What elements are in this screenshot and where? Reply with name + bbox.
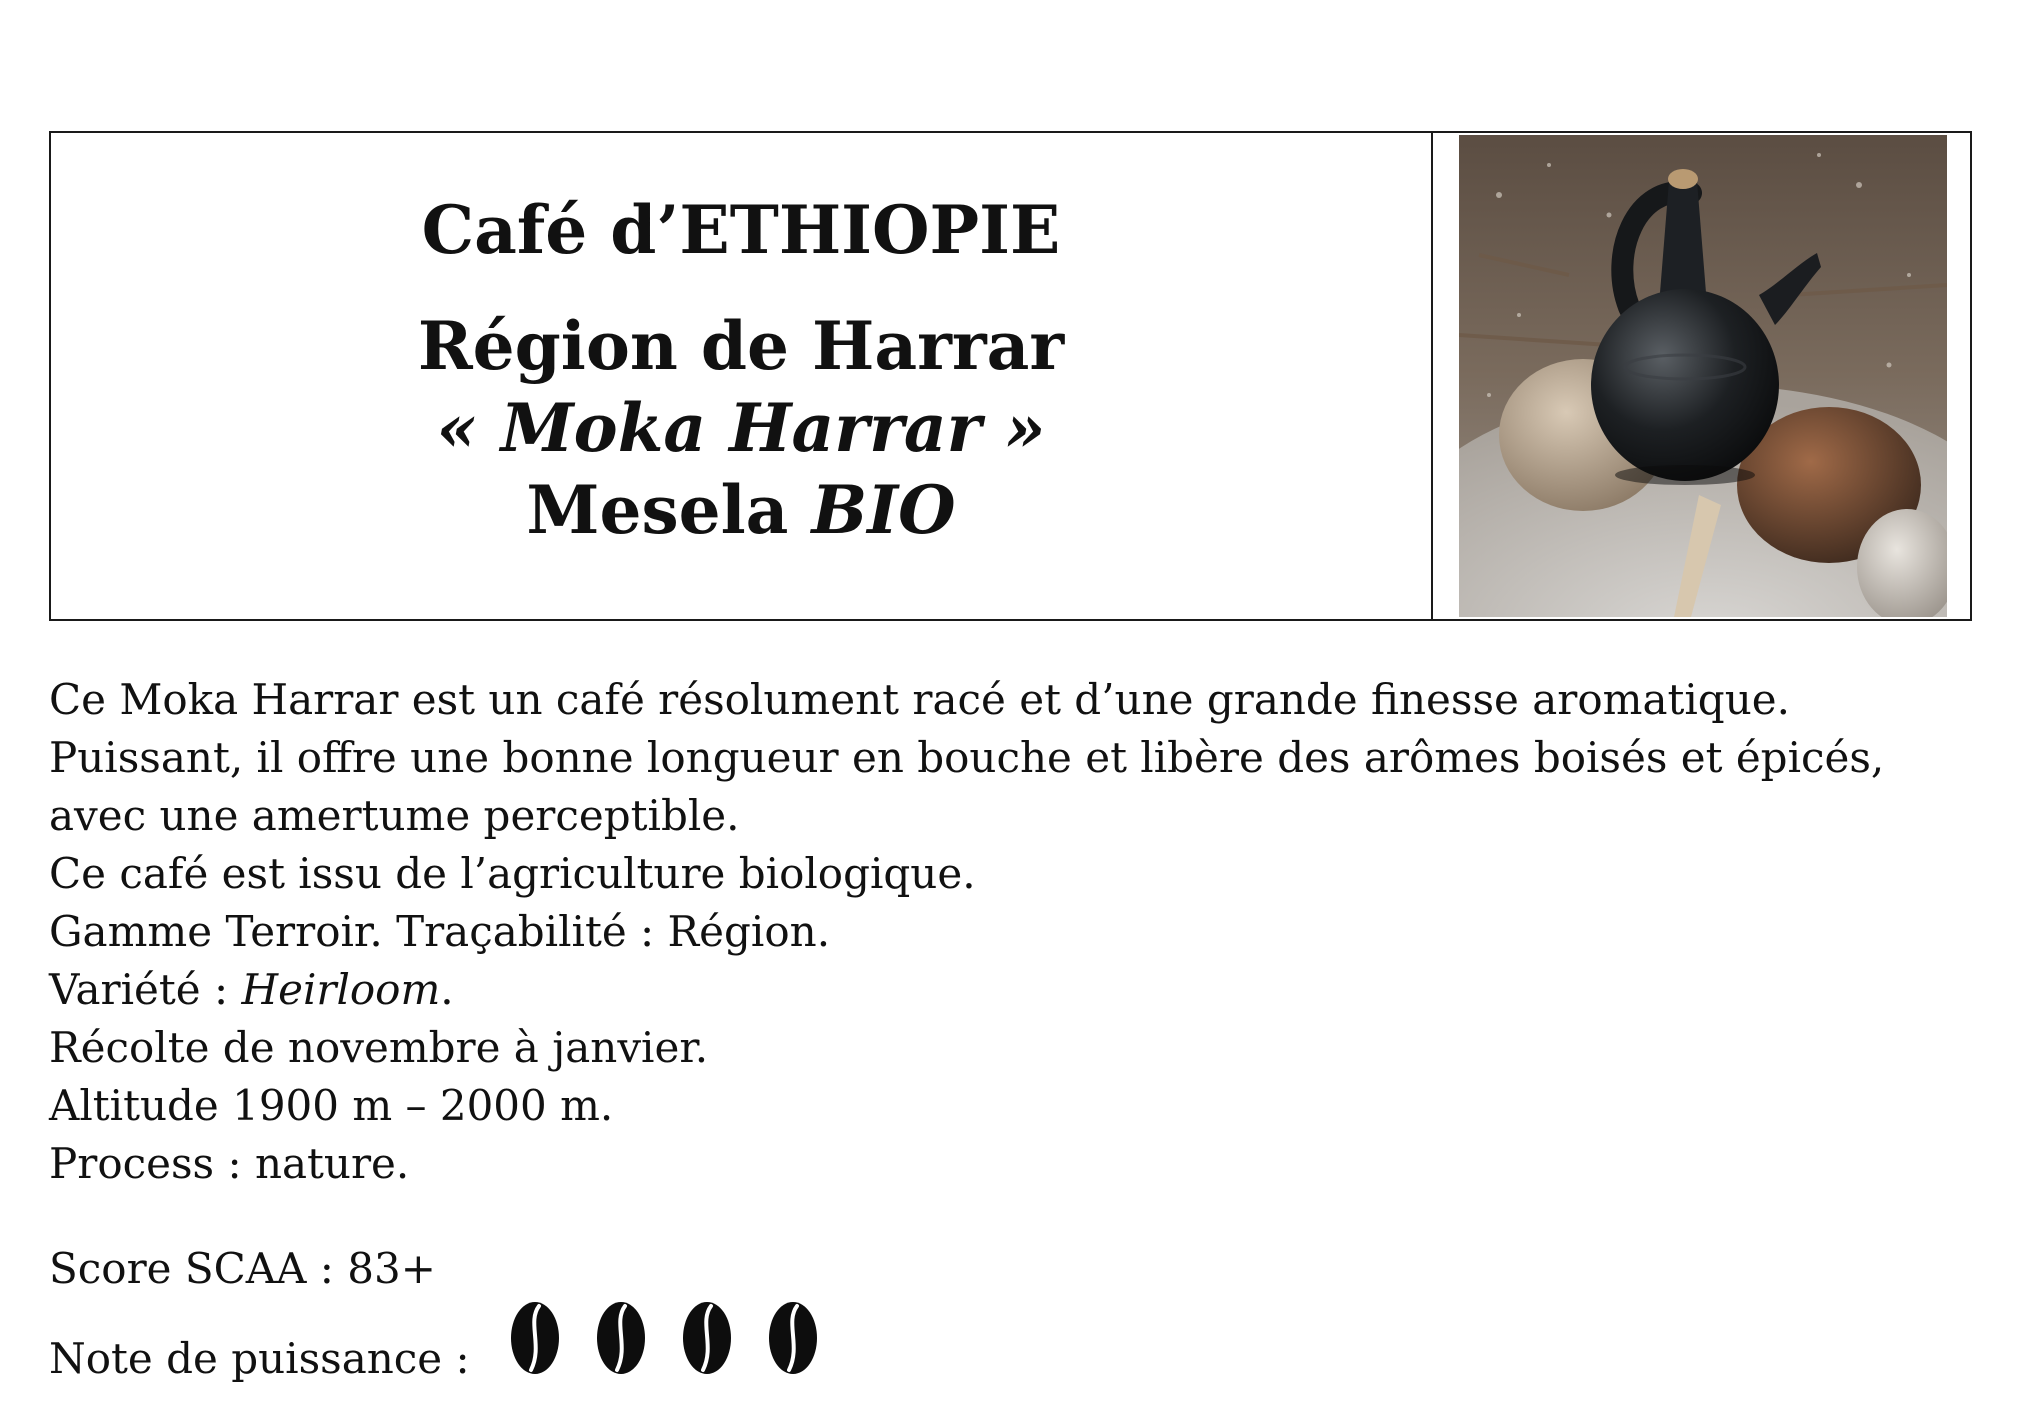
header-box: [49, 131, 1972, 621]
description-line: Ce Moka Harrar est un café résolument racé et d’une grande finesse aromatique.: [49, 675, 1790, 724]
coffee-bean-icon: [595, 1300, 647, 1376]
power-rating: [509, 1300, 819, 1376]
product-name: « Moka Harrar »: [436, 389, 1046, 467]
coffee-bean-icon: [681, 1300, 733, 1376]
altitude-line: Altitude 1900 m – 2000 m.: [49, 1081, 614, 1130]
header-text: [51, 133, 1433, 619]
description-line: avec une amertume perceptible.: [49, 791, 740, 840]
description-line: Puissant, il offre une bonne longueur en bouche et libère des arômes boisés et épicés,: [49, 733, 1885, 782]
organic-label: BIO: [811, 471, 956, 549]
power-label: Note de puissance :: [49, 1334, 470, 1383]
product-region: Région de Harrar: [417, 307, 1065, 385]
product-estate-line: [51, 469, 1431, 551]
variety-value: Heirloom: [241, 965, 441, 1014]
product-title: Café d’ETHIOPIE: [421, 191, 1061, 269]
harvest-line: Récolte de novembre à janvier.: [49, 1023, 709, 1072]
coffee-pot-photo: [1459, 135, 1947, 617]
coffee-bean-icon: [509, 1300, 561, 1376]
score-scaa: Score SCAA : 83+: [49, 1244, 436, 1293]
product-estate: Mesela: [526, 471, 789, 549]
description-line: Gamme Terroir. Traçabilité : Région.: [49, 907, 831, 956]
coffee-bean-icon: [767, 1300, 819, 1376]
variety-line: [49, 961, 1884, 1019]
description-block: [49, 671, 1884, 1193]
variety-end: .: [440, 965, 454, 1014]
description-line: Ce café est issu de l’agriculture biologique.: [49, 849, 976, 898]
process-line: Process : nature.: [49, 1139, 410, 1188]
variety-label: Variété :: [49, 965, 242, 1014]
